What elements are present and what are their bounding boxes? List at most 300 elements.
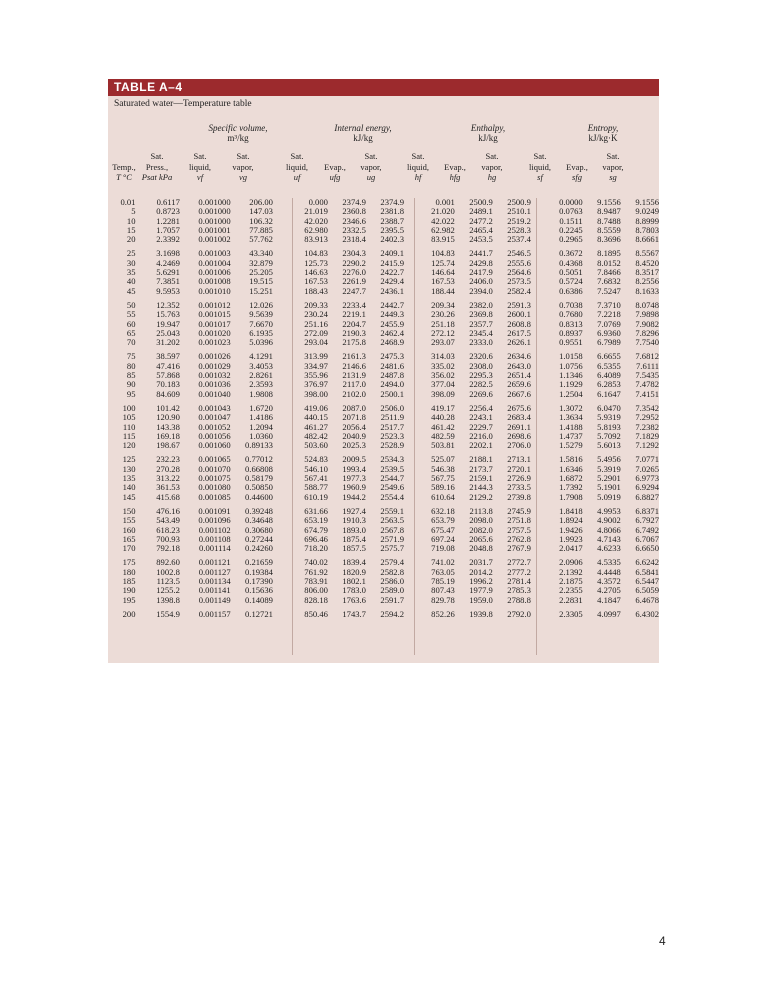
table-cell: 610.64 bbox=[431, 491, 455, 502]
table-cell: 1.1346 bbox=[559, 370, 583, 381]
table-cell: 0.1511 bbox=[559, 215, 583, 226]
table-cell: 1123.5 bbox=[156, 575, 180, 586]
table-cell: 130 bbox=[122, 463, 136, 474]
table-cell: 0.89133 bbox=[245, 440, 273, 451]
table-cell: 4.1847 bbox=[597, 594, 621, 605]
table-cell: 334.97 bbox=[304, 360, 328, 371]
table-cell: 2713.1 bbox=[507, 454, 531, 465]
table-cell: 10 bbox=[126, 215, 136, 226]
table-cell: 741.02 bbox=[431, 557, 455, 568]
table-cell: 806.00 bbox=[304, 585, 328, 596]
table-cell: 2494.0 bbox=[380, 379, 405, 390]
table-cell: 0.000 bbox=[308, 197, 328, 207]
table-cell: 2381.8 bbox=[380, 206, 405, 217]
table-cell: 440.28 bbox=[431, 412, 455, 423]
table-cell: 8.1895 bbox=[597, 248, 621, 259]
table-cell: 2415.9 bbox=[380, 257, 405, 268]
table-cell: 8.1633 bbox=[635, 285, 659, 296]
table-cell: 525.07 bbox=[431, 454, 455, 465]
table-cell: 2056.4 bbox=[342, 421, 366, 432]
table-cell: 0.001047 bbox=[198, 412, 231, 423]
table-cell: 5.7092 bbox=[597, 430, 621, 441]
table-cell: 2025.3 bbox=[342, 440, 366, 451]
table-cell: 546.38 bbox=[431, 463, 455, 474]
table-row bbox=[108, 296, 659, 310]
table-cell: 2374.9 bbox=[342, 197, 366, 207]
table-cell: 461.27 bbox=[304, 421, 328, 432]
table-cell: 7.0769 bbox=[597, 318, 621, 329]
table-cell: 2429.8 bbox=[469, 257, 493, 268]
table-cell: 4.2469 bbox=[156, 257, 180, 268]
table-cell: 0.001070 bbox=[198, 463, 231, 474]
table-cell: 2567.8 bbox=[380, 524, 405, 535]
table-cell: 230.24 bbox=[304, 309, 328, 320]
table-cell: 150 bbox=[122, 505, 136, 516]
table-cell: 376.97 bbox=[304, 379, 328, 390]
table-cell: 7.0265 bbox=[635, 463, 659, 474]
table-cell: 696.46 bbox=[304, 533, 328, 544]
table-row bbox=[108, 244, 659, 258]
table-cell: 0.001012 bbox=[198, 299, 231, 310]
table-cell: 1857.5 bbox=[342, 543, 366, 554]
table-cell: 2788.8 bbox=[507, 594, 531, 605]
table-cell: 12.026 bbox=[249, 299, 273, 310]
table-cell: 6.7927 bbox=[635, 515, 659, 526]
table-cell: 8.0152 bbox=[597, 257, 621, 268]
table-cell: 2269.6 bbox=[469, 388, 493, 399]
table-cell: 2229.7 bbox=[469, 421, 493, 432]
table-cell: 313.99 bbox=[304, 351, 328, 362]
table-cell: 7.2382 bbox=[635, 421, 659, 432]
group-entropy: Entropy, kJ/kg·K bbox=[587, 123, 619, 143]
table-cell: 20 bbox=[126, 234, 136, 245]
table-cell: 1875.4 bbox=[342, 533, 366, 544]
table-cell: 270.28 bbox=[156, 463, 180, 474]
table-cell: 125.73 bbox=[304, 257, 328, 268]
table-cell: 125.74 bbox=[431, 257, 455, 268]
table-cell: 2487.8 bbox=[380, 370, 405, 381]
table-cell: 2159.1 bbox=[469, 473, 493, 484]
table-cell: 0.001102 bbox=[198, 524, 231, 535]
table-cell: 6.6655 bbox=[597, 351, 621, 362]
table-cell: 6.9294 bbox=[635, 482, 659, 493]
table-cell: 2441.7 bbox=[469, 248, 493, 259]
table-cell: 675.47 bbox=[431, 524, 455, 535]
table-cell: 0.001001 bbox=[198, 224, 231, 235]
table-cell: 6.4089 bbox=[597, 370, 621, 381]
column-header: Sat. vapor, ug bbox=[360, 151, 382, 182]
table-cell: 1.0756 bbox=[559, 360, 583, 371]
table-cell: 7.6111 bbox=[636, 360, 659, 371]
table-cell: 2369.8 bbox=[469, 309, 493, 320]
table-cell: 1939.8 bbox=[469, 608, 493, 619]
table-cell: 618.23 bbox=[156, 524, 180, 535]
table-cell: 2589.0 bbox=[380, 585, 405, 596]
table-cell: 2040.9 bbox=[342, 430, 366, 441]
table-cell: 0.001141 bbox=[198, 585, 231, 596]
table-cell: 1398.8 bbox=[156, 594, 180, 605]
table-row bbox=[108, 605, 659, 619]
table-cell: 6.8827 bbox=[635, 491, 659, 502]
table-row bbox=[108, 390, 659, 399]
table-cell: 674.79 bbox=[304, 524, 328, 535]
column-header: Evap., ufg bbox=[324, 161, 346, 182]
table-cell: 1977.3 bbox=[342, 473, 366, 484]
table-cell: 2.8261 bbox=[249, 370, 273, 381]
table-cell: 7.6832 bbox=[597, 276, 621, 287]
table-cell: 2295.3 bbox=[469, 370, 493, 381]
table-cell: 2475.3 bbox=[380, 351, 405, 362]
table-cell: 4.3572 bbox=[597, 575, 621, 586]
table-cell: 1763.6 bbox=[342, 594, 366, 605]
table-cell: 2608.8 bbox=[507, 318, 531, 329]
table-row bbox=[108, 502, 659, 516]
table-cell: 589.16 bbox=[431, 482, 455, 493]
column-header: Sat. vapor, sg bbox=[602, 151, 624, 182]
table-cell: 6.4302 bbox=[635, 608, 659, 619]
table-cell: 6.1935 bbox=[249, 327, 273, 338]
table-cell: 1.6720 bbox=[249, 402, 273, 413]
table-cell: 1.0158 bbox=[559, 351, 583, 362]
table-cell: 7.8466 bbox=[597, 267, 621, 278]
table-cell: 0.8723 bbox=[156, 206, 180, 217]
table-cell: 2014.2 bbox=[469, 566, 493, 577]
table-cell: 0.001002 bbox=[198, 234, 231, 245]
table-cell: 0.001010 bbox=[198, 285, 231, 296]
table-cell: 2534.3 bbox=[380, 454, 405, 465]
table-cell: 2643.0 bbox=[507, 360, 531, 371]
table-cell: 200 bbox=[122, 608, 136, 619]
table-cell: 0.001060 bbox=[198, 440, 231, 451]
table-cell: 1255.2 bbox=[156, 585, 180, 596]
table-cell: 2333.0 bbox=[469, 337, 493, 348]
table-cell: 3.4053 bbox=[249, 360, 273, 371]
table-cell: 828.18 bbox=[304, 594, 328, 605]
table-cell: 2422.7 bbox=[380, 267, 405, 278]
table-cell: 2290.2 bbox=[342, 257, 366, 268]
table-cell: 293.04 bbox=[304, 337, 328, 348]
table-cell: 2500.9 bbox=[469, 197, 493, 207]
table-cell: 188.43 bbox=[304, 285, 328, 296]
table-cell: 2.3305 bbox=[559, 608, 583, 619]
table-cell: 314.03 bbox=[431, 351, 455, 362]
table-cell: 697.24 bbox=[431, 533, 455, 544]
table-cell: 1.6872 bbox=[559, 473, 583, 484]
table-cell: 0.001000 bbox=[198, 215, 231, 226]
table-cell: 190 bbox=[122, 585, 136, 596]
table-cell: 1554.9 bbox=[156, 608, 180, 619]
table-cell: 167.53 bbox=[431, 276, 455, 287]
group-enthalpy: Enthalpy, kJ/kg bbox=[470, 123, 506, 143]
table-cell: 461.42 bbox=[431, 421, 455, 432]
table-cell: 503.60 bbox=[304, 440, 328, 451]
table-cell: 143.38 bbox=[156, 421, 180, 432]
table-cell: 4.0997 bbox=[597, 608, 621, 619]
table-cell: 272.09 bbox=[304, 327, 328, 338]
table-cell: 2575.7 bbox=[380, 543, 405, 554]
table-cell: 8.6661 bbox=[635, 234, 659, 245]
table-cell: 5.2901 bbox=[597, 473, 621, 484]
table-cell: 2388.7 bbox=[380, 215, 405, 226]
table-cell: 5.6291 bbox=[156, 267, 180, 278]
table-cell: 1.7392 bbox=[559, 482, 583, 493]
table-cell: 1893.0 bbox=[342, 524, 366, 535]
table-cell: 115 bbox=[122, 430, 136, 441]
table-cell: 0.001043 bbox=[198, 402, 231, 413]
table-cell: 1802.1 bbox=[342, 575, 366, 586]
table-cell: 2102.0 bbox=[342, 388, 366, 399]
table-cell: 0.001023 bbox=[198, 337, 231, 348]
table-cell: 2.3593 bbox=[249, 379, 273, 390]
table-cell: 0.001000 bbox=[198, 197, 231, 207]
table-row bbox=[108, 235, 659, 244]
table-cell: 167.53 bbox=[304, 276, 328, 287]
table-cell: 104.83 bbox=[431, 248, 455, 259]
table-cell: 8.4520 bbox=[635, 257, 659, 268]
table-row bbox=[108, 493, 659, 502]
table-cell: 2659.6 bbox=[507, 379, 531, 390]
table-cell: 1.7908 bbox=[559, 491, 583, 502]
table-cell: 524.83 bbox=[304, 454, 328, 465]
table-cell: 2726.9 bbox=[507, 473, 531, 484]
table-cell: 1743.7 bbox=[342, 608, 366, 619]
table-cell: 8.3696 bbox=[597, 234, 621, 245]
column-header: Sat. vapor, hg bbox=[481, 151, 503, 182]
column-header: Sat. liquid, vf bbox=[189, 151, 211, 182]
table-cell: 7.3851 bbox=[156, 276, 180, 287]
table-cell: 2528.3 bbox=[507, 224, 531, 235]
table-cell: 2462.4 bbox=[380, 327, 405, 338]
table-cell: 7.4151 bbox=[635, 388, 659, 399]
table-cell: 2591.7 bbox=[380, 594, 405, 605]
table-cell: 2175.8 bbox=[342, 337, 366, 348]
table-cell: 0.4368 bbox=[559, 257, 583, 268]
table-cell: 2500.9 bbox=[507, 197, 531, 207]
table-cell: 419.06 bbox=[304, 402, 328, 413]
table-cell: 0.2245 bbox=[559, 224, 583, 235]
table-cell: 0.27244 bbox=[245, 533, 273, 544]
table-cell: 0.2965 bbox=[559, 234, 583, 245]
table-cell: 2720.1 bbox=[507, 463, 531, 474]
table-cell: 567.75 bbox=[431, 473, 455, 484]
table-cell: 0.0763 bbox=[559, 206, 583, 217]
table-cell: 0.001040 bbox=[198, 388, 231, 399]
table-cell: 4.9002 bbox=[597, 515, 621, 526]
table-banner bbox=[108, 79, 659, 96]
table-cell: 2409.1 bbox=[380, 248, 405, 259]
table-cell: 1.3634 bbox=[559, 412, 583, 423]
table-cell: 807.43 bbox=[431, 585, 455, 596]
table-cell: 7.2952 bbox=[635, 412, 659, 423]
table-cell: 100 bbox=[122, 402, 136, 413]
table-cell: 2555.6 bbox=[507, 257, 531, 268]
table-cell: 198.67 bbox=[156, 440, 180, 451]
table-row bbox=[108, 544, 659, 553]
table-cell: 2544.7 bbox=[380, 473, 405, 484]
table-cell: 2.3392 bbox=[156, 234, 180, 245]
table-cell: 6.9360 bbox=[597, 327, 621, 338]
table-cell: 2394.0 bbox=[469, 285, 493, 296]
group-specific-volume: Specific volume, m³/kg bbox=[208, 123, 268, 143]
table-cell: 32.879 bbox=[249, 257, 273, 268]
table-cell: 2304.3 bbox=[342, 248, 366, 259]
table-cell: 0.7680 bbox=[559, 309, 583, 320]
table-cell: 62.980 bbox=[304, 224, 328, 235]
table-cell: 0.001032 bbox=[198, 370, 231, 381]
table-cell: 0.0000 bbox=[559, 197, 583, 207]
table-cell: 2188.1 bbox=[469, 454, 493, 465]
table-cell: 19.515 bbox=[249, 276, 273, 287]
table-cell: 9.1556 bbox=[635, 197, 659, 207]
table-cell: 2382.0 bbox=[469, 299, 493, 310]
table-cell: 6.5447 bbox=[635, 575, 659, 586]
table-cell: 2579.4 bbox=[380, 557, 405, 568]
table-cell: 2772.7 bbox=[507, 557, 531, 568]
table-cell: 0.001114 bbox=[199, 543, 231, 554]
table-cell: 272.12 bbox=[431, 327, 455, 338]
table-cell: 5.0919 bbox=[597, 491, 621, 502]
table-cell: 155 bbox=[122, 515, 136, 526]
table-cell: 2785.3 bbox=[507, 585, 531, 596]
table-cell: 2537.4 bbox=[507, 234, 531, 245]
table-cell: 0.001080 bbox=[198, 482, 231, 493]
table-cell: 21.019 bbox=[304, 206, 328, 217]
table-cell: 47.416 bbox=[156, 360, 180, 371]
table-cell: 2144.3 bbox=[469, 482, 493, 493]
table-cell: 5.3919 bbox=[597, 463, 621, 474]
column-header: Temp., T °C bbox=[112, 161, 136, 182]
table-cell: 2757.5 bbox=[507, 524, 531, 535]
table-cell: 31.202 bbox=[156, 337, 180, 348]
table-cell: 9.0249 bbox=[635, 206, 659, 217]
table-cell: 0.001026 bbox=[198, 351, 231, 362]
table-cell: 2634.6 bbox=[507, 351, 531, 362]
table-cell: 0.5724 bbox=[559, 276, 583, 287]
table-cell: 5 bbox=[131, 206, 136, 217]
table-row bbox=[108, 338, 659, 347]
table-cell: 209.34 bbox=[431, 299, 455, 310]
table-cell: 19.947 bbox=[156, 318, 180, 329]
column-header: Evap., sfg bbox=[566, 161, 588, 182]
table-cell: 1.2094 bbox=[249, 421, 273, 432]
table-cell: 35 bbox=[126, 267, 136, 278]
table-cell: 2455.9 bbox=[380, 318, 405, 329]
table-cell: 2523.3 bbox=[380, 430, 405, 441]
table-cell: 2065.6 bbox=[469, 533, 493, 544]
table-cell: 2468.9 bbox=[380, 337, 405, 348]
table-cell: 2332.5 bbox=[342, 224, 366, 235]
table-cell: 761.92 bbox=[304, 566, 328, 577]
table-cell: 2282.5 bbox=[469, 379, 493, 390]
table-cell: 2767.9 bbox=[507, 543, 531, 554]
table-cell: 180 bbox=[122, 566, 136, 577]
table-cell: 2500.1 bbox=[380, 388, 405, 399]
table-cell: 140 bbox=[122, 482, 136, 493]
table-cell: 135 bbox=[122, 473, 136, 484]
table-cell: 106.32 bbox=[249, 215, 273, 226]
table-cell: 0.50850 bbox=[245, 482, 273, 493]
table-cell: 2600.1 bbox=[507, 309, 531, 320]
table-cell: 2402.3 bbox=[380, 234, 405, 245]
table-cell: 8.3517 bbox=[635, 267, 659, 278]
table-cell: 57.868 bbox=[156, 370, 180, 381]
table-cell: 6.6650 bbox=[635, 543, 659, 554]
table-cell: 700.93 bbox=[156, 533, 180, 544]
table-cell: 2781.4 bbox=[507, 575, 531, 586]
table-cell: 377.04 bbox=[431, 379, 455, 390]
table-cell: 8.9487 bbox=[597, 206, 621, 217]
table-cell: 0.58179 bbox=[245, 473, 273, 484]
table-cell: 0.001006 bbox=[198, 267, 231, 278]
table-cell: 6.8371 bbox=[635, 505, 659, 516]
table-cell: 2308.0 bbox=[469, 360, 493, 371]
table-cell: 1.5816 bbox=[559, 454, 583, 465]
table-cell: 145 bbox=[122, 491, 136, 502]
table-cell: 1.9923 bbox=[559, 533, 583, 544]
table-cell: 4.2705 bbox=[597, 585, 621, 596]
table-cell: 0.001020 bbox=[198, 327, 231, 338]
table-cell: 2683.4 bbox=[507, 412, 531, 423]
table-cell: 38.597 bbox=[156, 351, 180, 362]
table-cell: 169.18 bbox=[156, 430, 180, 441]
table-cell: 1.1929 bbox=[559, 379, 583, 390]
table-cell: 90 bbox=[126, 379, 136, 390]
table-cell: 0.001085 bbox=[198, 491, 231, 502]
table-cell: 105 bbox=[122, 412, 136, 423]
table-cell: 85 bbox=[126, 370, 136, 381]
column-header: Sat. liquid, sf bbox=[529, 151, 551, 182]
table-cell: 1.6346 bbox=[559, 463, 583, 474]
table-cell: 2190.3 bbox=[342, 327, 366, 338]
table-cell: 1977.9 bbox=[469, 585, 493, 596]
table-cell: 2546.5 bbox=[507, 248, 531, 259]
table-cell: 0.001017 bbox=[198, 318, 231, 329]
table-cell: 170 bbox=[122, 543, 136, 554]
table-cell: 0.001134 bbox=[198, 575, 231, 586]
table-cell: 7.3710 bbox=[597, 299, 621, 310]
table-cell: 9.1556 bbox=[597, 197, 621, 207]
group-internal-energy: Internal energy, kJ/kg bbox=[334, 123, 392, 143]
table-cell: 21.020 bbox=[431, 206, 455, 217]
table-cell: 0.30680 bbox=[245, 524, 273, 535]
table-cell: 419.17 bbox=[431, 402, 455, 413]
table-cell: 15.251 bbox=[249, 285, 273, 296]
column-header: Sat. liquid, hf bbox=[407, 151, 429, 182]
table-cell: 2481.6 bbox=[380, 360, 405, 371]
table-cell: 2762.8 bbox=[507, 533, 531, 544]
table-cell: 1.4737 bbox=[559, 430, 583, 441]
table-cell: 398.00 bbox=[304, 388, 328, 399]
table-cell: 0.12721 bbox=[245, 608, 273, 619]
table-cell: 610.19 bbox=[304, 491, 328, 502]
table-cell: 2129.2 bbox=[469, 491, 493, 502]
table-cell: 1839.4 bbox=[342, 557, 366, 568]
table-cell: 1993.4 bbox=[342, 463, 366, 474]
table-cell: 0.01 bbox=[120, 197, 136, 207]
table-cell: 631.66 bbox=[304, 505, 328, 516]
table-cell: 0.3672 bbox=[559, 248, 583, 259]
table-cell: 2733.5 bbox=[507, 482, 531, 493]
table-cell: 1.5279 bbox=[559, 440, 583, 451]
table-cell: 8.7488 bbox=[597, 215, 621, 226]
table-cell: 0.001052 bbox=[198, 421, 231, 432]
table-cell: 2117.0 bbox=[342, 379, 366, 390]
table-cell: 0.15636 bbox=[245, 585, 273, 596]
table-cell: 1996.2 bbox=[469, 575, 493, 586]
table-cell: 2031.7 bbox=[469, 557, 493, 568]
table-cell: 25.205 bbox=[249, 267, 273, 278]
table-cell: 50 bbox=[126, 299, 136, 310]
